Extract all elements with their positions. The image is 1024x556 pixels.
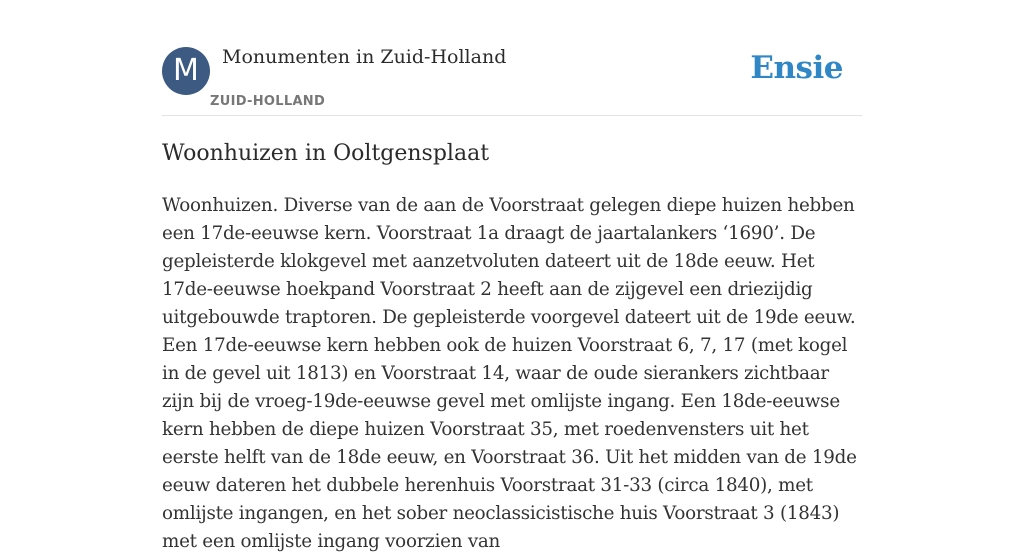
header [162, 0, 862, 116]
source-title[interactable]: Monumenten in Zuid-Holland [222, 46, 507, 68]
article-body: Woonhuizen. Diverse van de aan de Voorstraat gelegen diepe huizen hebben een 17de-eeuwse kern. Voorstraat 1a draagt de jaartalankers ‘1690’. De gepleisterde klokgevel met aanzetvoluten dateert uit de 18de eeuw. Het 17de-eeuwse hoekpand Voorstraat 2 heeft aan de zijgevel een driezijdig uitgebouwde traptoren. De gepleisterde voorgevel dateert uit de 19de eeuw. Een 17de-eeuwse kern hebben ook de huizen Voorstraat 6, 7, 17 (met kogel in de gevel uit 1813) en Voorstraat 14, waar de oude sierankers zichtbaar zijn bij de vroeg-19de-eeuwse gevel met omlijste ingang. Een 18de-eeuwse kern hebben de diepe huizen Voorstraat 35, met roedenvensters uit het eerste helft van de 18de eeuw, en Voorstraat 36. Uit het midden van de 19de eeuw dateren het dubbele herenhuis Voorstraat 31-33 (circa 1840), met omlijste ingangen, en het sober neoclassicistische huis Voorstraat 3 (1843) met een omlijste ingang voorzien van [162, 195, 857, 552]
article-title: Woonhuizen in Ooltgensplaat [162, 141, 490, 166]
content-container [162, 0, 862, 552]
avatar[interactable]: M [162, 47, 210, 95]
brand-logo[interactable]: Ensie [750, 50, 843, 86]
source-category[interactable]: ZUID-HOLLAND [210, 94, 326, 109]
